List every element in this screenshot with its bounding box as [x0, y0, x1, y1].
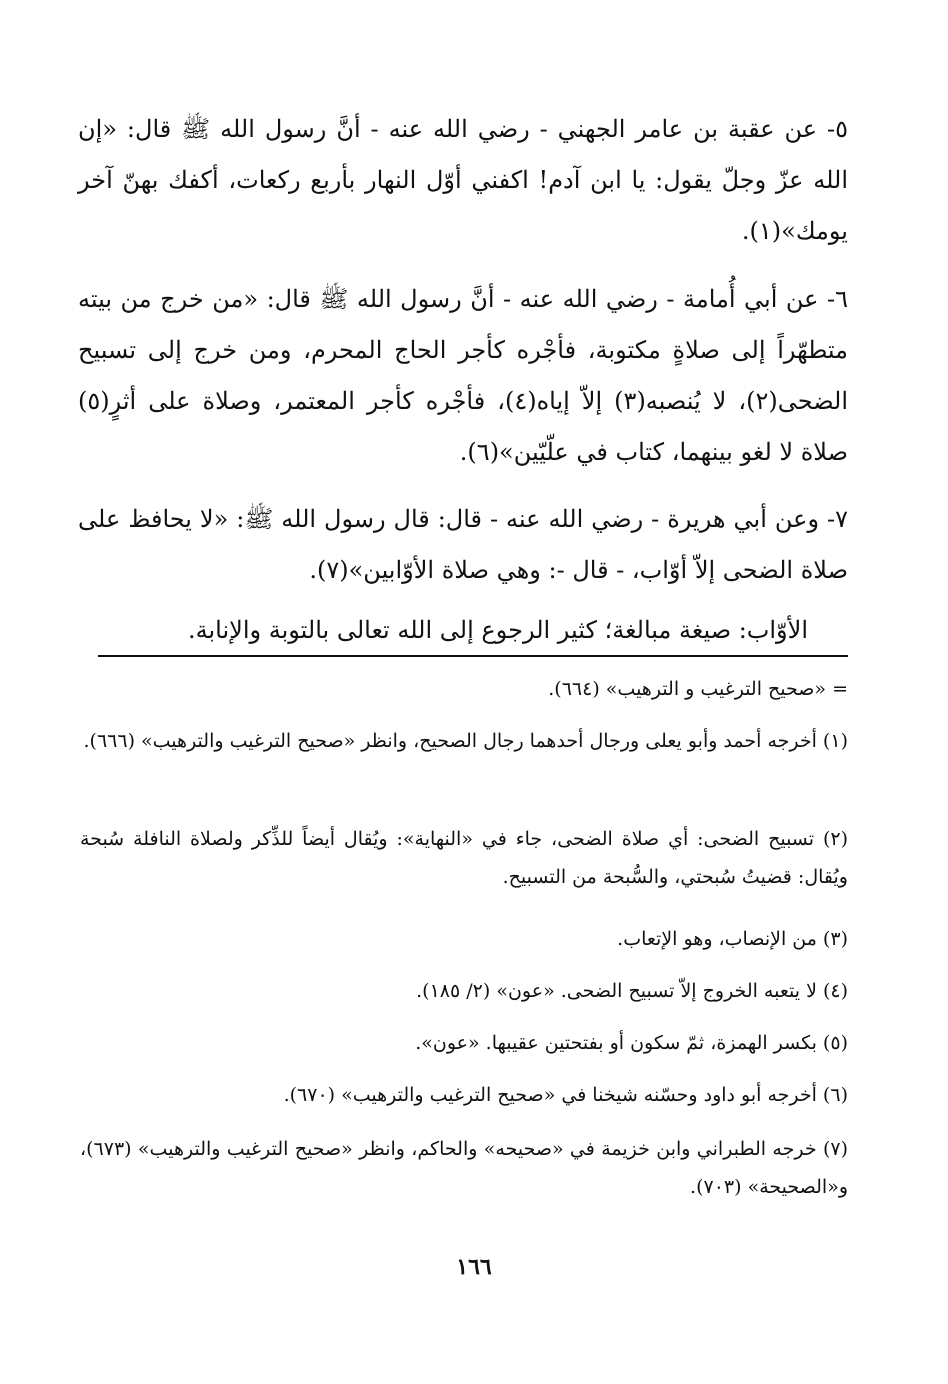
hadith-5: ٥- عن عقبة بن عامر الجهني - رضي الله عنه - أنَّ رسول الله ﷺ قال: «إن الله عزّ وجلّ يقول: يا ابن آدم! اكفني أوّل النهار بأربع ركعات، أكفك بهنّ آخر يومك»(١). — [78, 115, 848, 245]
footnote-7: (٧) خرجه الطبراني وابن خزيمة في «صحيحه» والحاكم، وانظر «صحيح الترغيب والترهيب» (٦٧٣)، و«الصحيحة» (٧٠٣). — [80, 1138, 848, 1198]
footnote-4: (٤) لا يتعبه الخروج إلاّ تسبيح الضحى. «عون» (٢/ ١٨٥). — [416, 980, 848, 1002]
hadith-7: ٧- وعن أبي هريرة - رضي الله عنه - قال: قال رسول الله ﷺ: «لا يحافظ على صلاة الضحى إلاّ أوّاب، - قال -: وهي صلاة الأوّابين»(٧). — [78, 505, 848, 584]
footnote-2: (٢) تسبيح الضحى: أي صلاة الضحى، جاء في «النهاية»: ويُقال أيضاً للذِّكر ولصلاة النافلة سُبحة ويُقال: قضيتُ سُبحتي، والسُّبحة من التسبيح. — [80, 828, 848, 888]
page-number: ١٦٦ — [456, 1254, 492, 1280]
footnote-6: (٦) أخرجه أبو داود وحسّنه شيخنا في «صحيح الترغيب والترهيب» (٦٧٠). — [283, 1084, 848, 1106]
definition-line: الأوّاب: صيغة مبالغة؛ كثير الرجوع إلى الله تعالى بالتوبة والإنابة. — [187, 616, 808, 644]
footnote-divider — [98, 655, 848, 657]
footnote-3: (٣) من الإنصاب، وهو الإتعاب. — [617, 928, 848, 950]
footnote-continuation: = «صحيح الترغيب و الترهيب» (٦٦٤). — [548, 678, 848, 700]
hadith-6: ٦- عن أبي أُمامة - رضي الله عنه - أنَّ رسول الله ﷺ قال: «من خرج من بيته متطهّراً إلى صلاةٍ مكتوبة، فأجْره كأجر الحاج المحرم، ومن خرج إلى تسبيح الضحى(٢)، لا يُنصبه(٣) إلاّ إياه(٤)، فأجْره كأجر المعتمر، وصلاة على أثرٍ(٥) صلاة لا لغو بينهما، كتاب في علّيّين»(٦). — [78, 285, 849, 466]
footnote-5: (٥) بكسر الهمزة، ثمّ سكون أو بفتحتين عقيبها. «عون». — [415, 1032, 848, 1054]
footnote-1: (١) أخرجه أحمد وأبو يعلى ورجال أحدهما رجال الصحيح، وانظر «صحيح الترغيب والترهيب» (٦٦٦). — [83, 730, 848, 752]
